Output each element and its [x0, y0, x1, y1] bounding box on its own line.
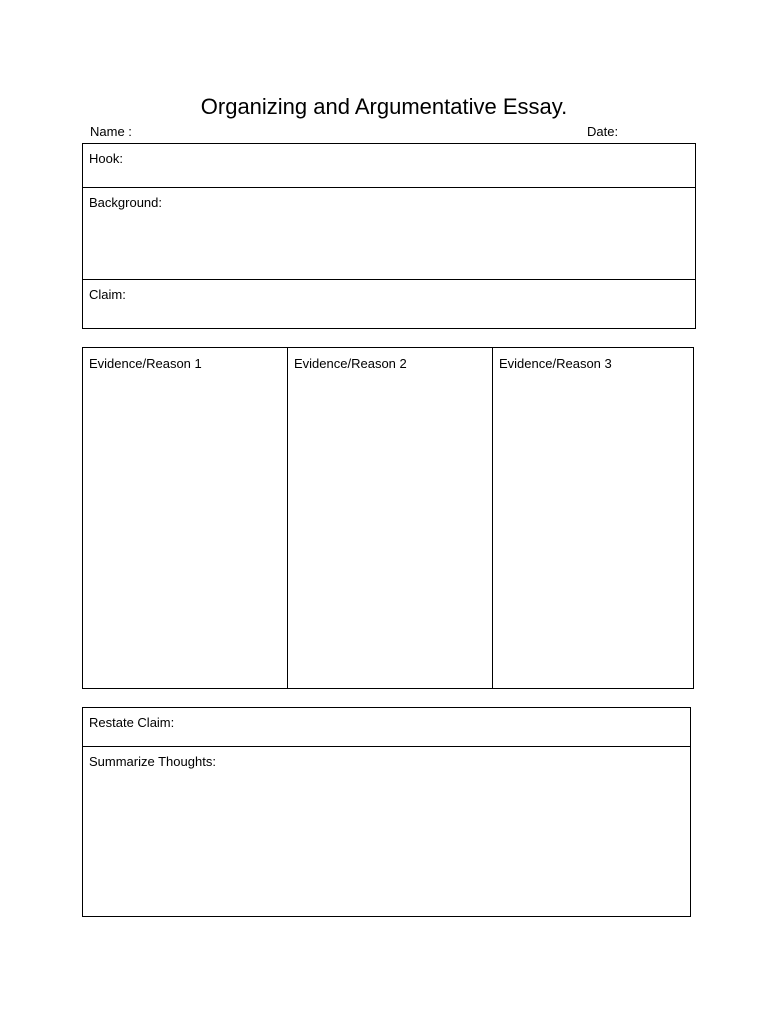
conclusion-box [82, 707, 691, 917]
claim-label: Claim: [89, 287, 126, 302]
evidence-table [82, 347, 694, 689]
hook-field[interactable] [83, 144, 695, 187]
restate-claim-label: Restate Claim: [89, 715, 175, 730]
background-label: Background: [89, 195, 162, 210]
hook-label: Hook: [89, 151, 123, 166]
evidence-reason-1-label: Evidence/Reason 1 [89, 356, 202, 371]
summarize-thoughts-label: Summarize Thoughts: [89, 754, 216, 769]
name-label: Name : [90, 124, 132, 139]
introduction-box [82, 143, 696, 329]
evidence-reason-3-field[interactable] [493, 348, 693, 688]
evidence-reason-2-label: Evidence/Reason 2 [294, 356, 407, 371]
claim-field[interactable] [83, 279, 695, 327]
summarize-thoughts-field[interactable] [83, 746, 690, 915]
evidence-reason-1-field[interactable] [83, 348, 288, 688]
evidence-reason-2-field[interactable] [288, 348, 493, 688]
restate-claim-field[interactable] [83, 708, 690, 746]
page-title: Organizing and Argumentative Essay. [200, 94, 568, 119]
background-field[interactable] [83, 187, 695, 279]
date-label: Date: [587, 124, 619, 139]
evidence-reason-3-label: Evidence/Reason 3 [499, 356, 612, 371]
